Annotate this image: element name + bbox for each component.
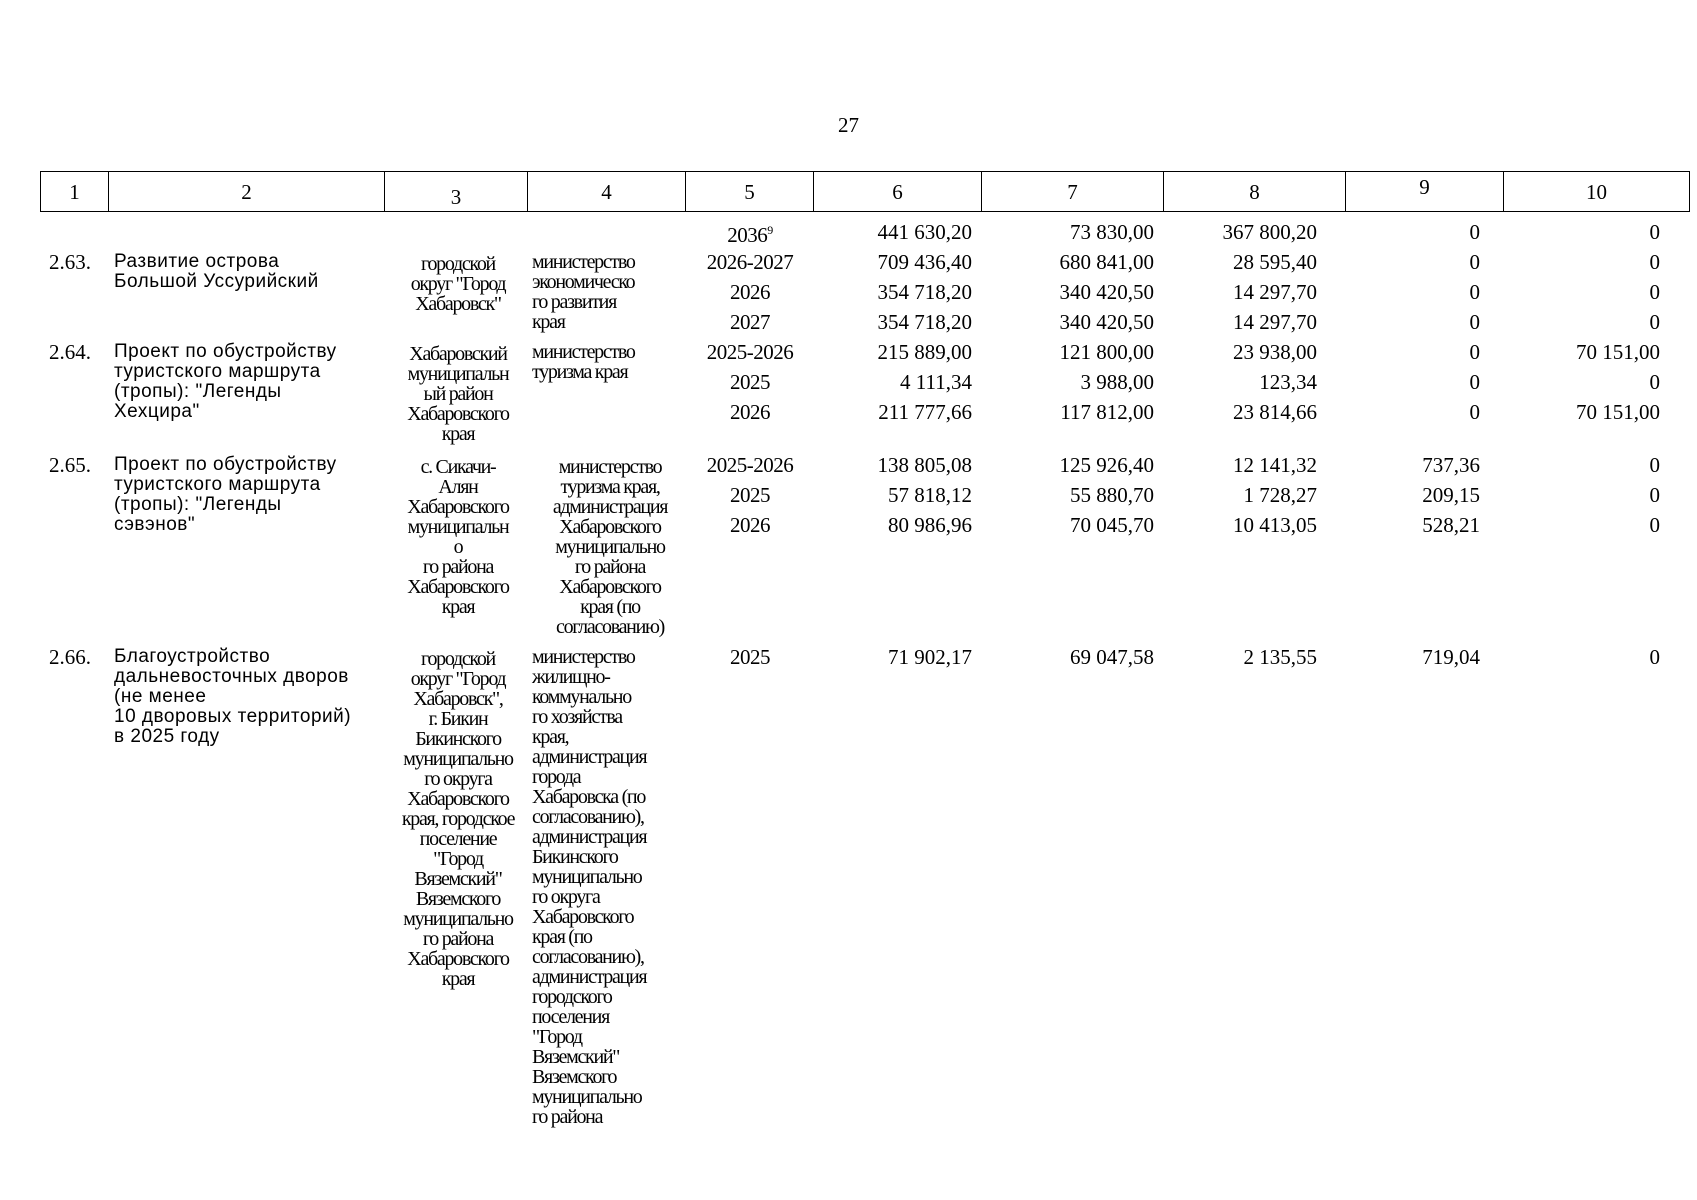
year-cell: 2025-2026 <box>706 453 794 477</box>
year-cell: 2025 <box>730 645 770 669</box>
col7-cell: 125 926,40 <box>1059 453 1154 477</box>
col9-cell: 0 <box>1469 400 1480 424</box>
row-name: Развитие острова Большой Уссурийский <box>114 251 319 292</box>
col9-cell: 0 <box>1469 340 1480 364</box>
col9-cell: 0 <box>1469 310 1480 334</box>
col8-cell: 23 814,66 <box>1233 400 1317 424</box>
col7-cell: 69 047,58 <box>1070 645 1154 669</box>
col7-cell: 117 812,00 <box>1060 400 1154 424</box>
col9-cell: 719,04 <box>1422 645 1480 669</box>
total-cell: 709 436,40 <box>877 250 972 274</box>
year-cell: 2026-2027 <box>706 250 794 274</box>
col8-cell: 14 297,70 <box>1233 310 1317 334</box>
row-place: Хабаровский муниципальн ый район Хабаровского края <box>407 343 509 445</box>
total-cell: 211 777,66 <box>878 400 972 424</box>
col8-cell: 367 800,20 <box>1222 220 1317 244</box>
row-name: Благоустройство дальневосточных дворов (не менее 10 дворовых территорий) в 2025 году <box>114 646 352 747</box>
col9-cell: 0 <box>1469 250 1480 274</box>
row-code: 2.64. <box>49 340 91 364</box>
year-cell: 2036$^9$ <box>727 223 773 247</box>
col7-cell: 680 841,00 <box>1059 250 1154 274</box>
row-place: городской округ "Город Хабаровск", г. Бикин Бикинского муниципально го округа Хабаровского края, городское поселение "Город Вяземский" Вяземского муниципально го района Хабаровского края <box>401 648 515 990</box>
col10-cell: 0 <box>1649 645 1660 669</box>
row-code: 2.63. <box>49 250 91 274</box>
col9-cell: 209,15 <box>1422 483 1480 507</box>
total-cell: 57 818,12 <box>888 483 972 507</box>
col9-cell: 0 <box>1469 370 1480 394</box>
total-cell: 441 630,20 <box>877 220 972 244</box>
year-cell: 2026 <box>730 400 770 424</box>
header-col-8: 8 <box>1249 179 1260 204</box>
total-cell: 71 902,17 <box>888 645 972 669</box>
header-col-2: 2 <box>241 179 252 204</box>
total-cell: 354 718,20 <box>877 280 972 304</box>
col7-cell: 73 830,00 <box>1070 220 1154 244</box>
year-cell: 2025-2026 <box>706 340 794 364</box>
header-col-4: 4 <box>601 179 612 204</box>
row-place: с. Сикачи- Алян Хабаровского муниципальн о го района Хабаровского края <box>407 456 509 618</box>
col8-cell: 123,34 <box>1259 370 1317 394</box>
col9-cell: 0 <box>1469 280 1480 304</box>
col10-cell: 0 <box>1649 310 1660 334</box>
row-name: Проект по обустройству туристского маршрута (тропы): "Легенды сэвэнов" <box>114 454 337 535</box>
header-col-1: 1 <box>69 179 80 204</box>
row-executor: министерство экономическо го развития края <box>532 251 635 333</box>
header-divider <box>1689 171 1690 212</box>
col10-cell: 0 <box>1649 453 1660 477</box>
col8-cell: 14 297,70 <box>1233 280 1317 304</box>
col10-cell: 70 151,00 <box>1576 400 1660 424</box>
col8-cell: 23 938,00 <box>1233 340 1317 364</box>
col8-cell: 1 728,27 <box>1243 483 1317 507</box>
header-col-6: 6 <box>892 179 903 204</box>
header-col-7: 7 <box>1067 179 1078 204</box>
col7-cell: 55 880,70 <box>1070 483 1154 507</box>
col7-cell: 121 800,00 <box>1059 340 1154 364</box>
total-cell: 138 805,08 <box>877 453 972 477</box>
col7-cell: 340 420,50 <box>1059 310 1154 334</box>
row-place: городской округ "Город Хабаровск" <box>410 253 506 315</box>
year-cell: 2026 <box>730 280 770 304</box>
header-col-9: 9 <box>1419 174 1430 199</box>
row-executor: министерство туризма края, администрация Хабаровского муниципально го района Хабаровского края (по согласованию) <box>552 456 668 638</box>
col7-cell: 340 420,50 <box>1059 280 1154 304</box>
row-code: 2.65. <box>49 453 91 477</box>
col10-cell: 70 151,00 <box>1576 340 1660 364</box>
year-cell: 2025 <box>730 483 770 507</box>
total-cell: 4 111,34 <box>900 370 972 394</box>
year-cell: 2027 <box>730 310 770 334</box>
col9-cell: 737,36 <box>1422 453 1480 477</box>
col10-cell: 0 <box>1649 250 1660 274</box>
total-cell: 215 889,00 <box>877 340 972 364</box>
page-number: 27 <box>838 113 859 137</box>
year-cell: 2025 <box>730 370 770 394</box>
header-col-3: 3 <box>450 184 462 209</box>
col9-cell: 0 <box>1469 220 1480 244</box>
col7-cell: 70 045,70 <box>1070 513 1154 537</box>
header-col-5: 5 <box>744 179 755 204</box>
col10-cell: 0 <box>1649 220 1660 244</box>
row-executor: министерство жилищно- коммунально го хозяйства края, администрация города Хабаровска (по согласованию), администрация Бикинского муниципально го округа Хабаровского края (по согласованию), администрация городского поселения "Город Вяземский" Вяземского муниципально го района <box>532 646 647 1128</box>
row-executor: министерство туризма края <box>532 341 635 383</box>
col9-cell: 528,21 <box>1422 513 1480 537</box>
year-cell: 2026 <box>730 513 770 537</box>
row-name: Проект по обустройству туристского маршрута (тропы): "Легенды Хехцира" <box>114 341 337 422</box>
total-cell: 80 986,96 <box>888 513 972 537</box>
total-cell: 354 718,20 <box>877 310 972 334</box>
col7-cell: 3 988,00 <box>1080 370 1154 394</box>
row-code: 2.66. <box>49 645 91 669</box>
col8-cell: 2 135,55 <box>1243 645 1317 669</box>
col10-cell: 0 <box>1649 483 1660 507</box>
col8-cell: 28 595,40 <box>1233 250 1317 274</box>
col8-cell: 10 413,05 <box>1233 513 1317 537</box>
header-col-10: 10 <box>1586 179 1607 204</box>
col10-cell: 0 <box>1649 513 1660 537</box>
col10-cell: 0 <box>1649 280 1660 304</box>
col10-cell: 0 <box>1649 370 1660 394</box>
col8-cell: 12 141,32 <box>1233 453 1317 477</box>
